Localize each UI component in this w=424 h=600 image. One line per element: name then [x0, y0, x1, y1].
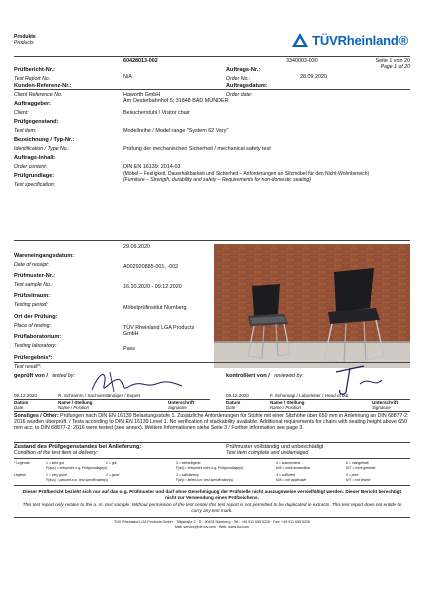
divider	[14, 411, 410, 412]
period-label: Prüfzeitraum: Testing period:	[14, 293, 51, 308]
order-content-value: Prüfung der mechanischen Sicherheit / mechanical safety test	[123, 146, 271, 152]
legend-item: P(ass) = entspricht o.g. Prüfgrundlage(n)	[46, 466, 108, 470]
legend-item: N/A = not applicable	[276, 478, 307, 482]
report-number-label: Prüfbericht-Nr.: Test Report No.	[14, 67, 56, 82]
other-label: Sonstiges / Other:	[14, 413, 59, 419]
legend-label-de: * Legende:	[14, 461, 31, 465]
tester-name: R. Schramm / Sachverständiger / Expert	[58, 393, 141, 398]
client-ref-label: Kunden-Referenz-Nr.: Client Reference No.	[14, 83, 72, 98]
footer-contact: Mail: service@de.tuv.com · Web: www.tuv.com	[174, 525, 250, 529]
reviewer-name: F. Schumagi / Laborleiter / Head of lab.	[270, 393, 350, 398]
legend-item: 3 = befriedigend	[176, 461, 201, 465]
legend-item: 1 = sehr gut	[46, 461, 65, 465]
receipt-label: Wareneingangsdatum: Date of receipt:	[14, 253, 75, 268]
col-signature-label: Unterschrift Signature	[372, 400, 399, 411]
legend-label-en: Legend:	[14, 473, 27, 477]
products-de: Produkte	[14, 34, 36, 40]
reviewer-date: 09.12.2020	[226, 393, 249, 398]
tuv-logo-text: TÜVRheinland®	[312, 32, 408, 48]
designation-value: Modellreihe / Model range "System 62 Very"	[123, 128, 229, 134]
result-label: Prüfergebnis*: Test result*:	[14, 355, 53, 370]
col-signature-label: Unterschrift Signature	[168, 400, 195, 411]
legend-item: 5 = mangelhaft	[346, 461, 369, 465]
place-label: Ort der Prüfung: Place of testing:	[14, 314, 58, 329]
tested-by-label: geprüft von / tested by:	[14, 373, 75, 379]
divider	[14, 485, 410, 486]
spec-value: DIN EN 16139: 2014-03 (Möbel – Festigkeit, Dauerhaltbarkeit und Sicherheit – Anforderungen an Sitzmöbel für den Nicht-Wohnbereich) (Furniture – Strength, durability and safety – Requirements for non-domestic seating)	[123, 164, 370, 184]
legend-item: 4 = sufficient	[276, 473, 296, 477]
report-number-value: 60428013-002	[123, 58, 158, 64]
disclaimer-de: Dieser Prüfbericht bezieht sich nur auf das o.g. Prüfmuster und darf ohne Genehmigung der Prüfstelle nicht auszugsweise vervielfältigt werden. Dieser Bericht berechtigt nicht zur Verwendung eines Prüfzeichens.	[22, 489, 402, 500]
other-text: Prüfungen nach DIN EN 16139 Belastungsstufe 1. Zusätzliche Anforderungen für Stühle mit einer Sitzhöhe über 650 mm in Anlehnung an DIN 68877-2: 2016 wurden überprüft. / Tests according to DIN EN 16139 Level 1. No verification of stackability available. Additional requirements for chairs with seating height above 650 mm acc. to DIN 68877-2: 2016 were tested (see annex). Weitere Informationen siehe Seite 3 / Further information see page 3.	[14, 413, 409, 432]
designation-label: Bezeichnung / Typ-Nr.: Identification / Type No.:	[14, 137, 75, 152]
sample-label: Prüfmuster-Nr.: Test sample No.:	[14, 273, 56, 288]
client-value: Haworth GmbH Am Oesterbahnhof 5; 31848 BAD MÜNDER	[123, 92, 229, 105]
order-date-label: Auftragsdatum: Order date:	[226, 83, 268, 98]
client-ref-value: N/A	[123, 74, 132, 80]
col-date-label: Datum Date	[226, 400, 241, 411]
page-indicator: Seite 1 von 20 Page 1 of 20	[375, 58, 410, 71]
order-number-label: Auftrags-Nr.: Order No.:	[226, 67, 261, 82]
tuv-triangle-icon	[292, 33, 308, 47]
order-content-label: Auftrags-Inhalt: Order content:	[14, 155, 56, 170]
tester-date: 09.12.2020	[14, 393, 37, 398]
legend-item: 2 = gut	[106, 461, 117, 465]
legend-item: 4 = ausreichend	[276, 461, 301, 465]
receipt-value: 29.09.2020	[123, 244, 150, 250]
divider	[14, 517, 410, 518]
legend-item: F(ail) = failed a.m. test specification(s)	[176, 478, 234, 482]
client-label: Auftraggeber: Client:	[14, 101, 51, 116]
order-number-value: 3340003-030	[286, 58, 318, 64]
legend-item: F(ail) = entspricht nicht o.g. Prüfgrundlage(n)	[176, 466, 244, 470]
legend-item: N/T = not tested	[346, 478, 371, 482]
col-name-label: Name / Stellung Name / Position	[270, 400, 305, 411]
reviewed-by-label: kontrolliert von / reviewed by:	[226, 373, 304, 379]
tester-signature	[86, 366, 206, 396]
condition-value: Prüfmuster vollständig und unbeschädigt Test item complete and undamaged	[226, 444, 324, 457]
period-value: 16.10.2020 - 09.12.2020	[123, 284, 182, 290]
other-section	[14, 413, 410, 432]
legend-item: 3 = satisfactory	[176, 473, 199, 477]
chairs-photo-illustration	[214, 244, 410, 368]
disclaimer-en: This test report only relates to the a. m. test sample. Without permission of the test center this test report is not permitted to be duplicated in extracts. This test report does not entitle to carry any test mark.	[22, 502, 402, 513]
products-en: Products	[14, 40, 34, 46]
legend-item: P(ass) = passed a.m. test specification(s)	[46, 478, 109, 482]
col-date-label: Datum Date	[14, 400, 29, 411]
tuv-logo	[292, 30, 408, 50]
lab-label: Prüflaboratorium: Testing laboratory:	[14, 334, 62, 349]
lab-value: TÜV Rheinland LGA Products GmbH	[123, 325, 195, 338]
legend-item: 2 = good	[106, 473, 120, 477]
divider	[14, 240, 410, 241]
test-item-value: Besucherstuhl / Visitor chair	[123, 110, 190, 116]
products-label	[14, 34, 36, 46]
result-value: Pass	[123, 346, 135, 352]
footer-address: TÜV Rheinland LGA Products GmbH · Tillystraße 2 · D - 90431 Nürnberg · Tel.: +49 911 655 5225 · Fax: +49 911 655 5226	[114, 520, 310, 524]
test-item-label: Prüfgegenstand: Test item:	[14, 119, 59, 134]
chairs-photo	[214, 244, 410, 368]
condition-label: Zustand des Prüfgegenstandes bei Anlieferung: Condition of the test item at delivery:	[14, 444, 142, 457]
divider	[14, 56, 410, 57]
legend-item: 5 = poor	[346, 473, 359, 477]
legend-item: N/T = nicht getestet	[346, 466, 376, 470]
divider	[14, 89, 410, 90]
sample-value: A002920885-001, -002	[123, 264, 179, 270]
spec-label: Prüfgrundlage: Test specification:	[14, 173, 56, 188]
divider	[14, 458, 410, 459]
place-value: Möbelprüfinstitut Nürnberg	[123, 305, 187, 311]
order-date-value: 28.09.2020	[300, 74, 327, 80]
col-name-label: Name / Stellung Name / Position	[58, 400, 93, 411]
divider	[14, 442, 410, 443]
legend-item: N/A = nicht anwendbar	[276, 466, 311, 470]
legend-item: 1 = very good	[46, 473, 67, 477]
